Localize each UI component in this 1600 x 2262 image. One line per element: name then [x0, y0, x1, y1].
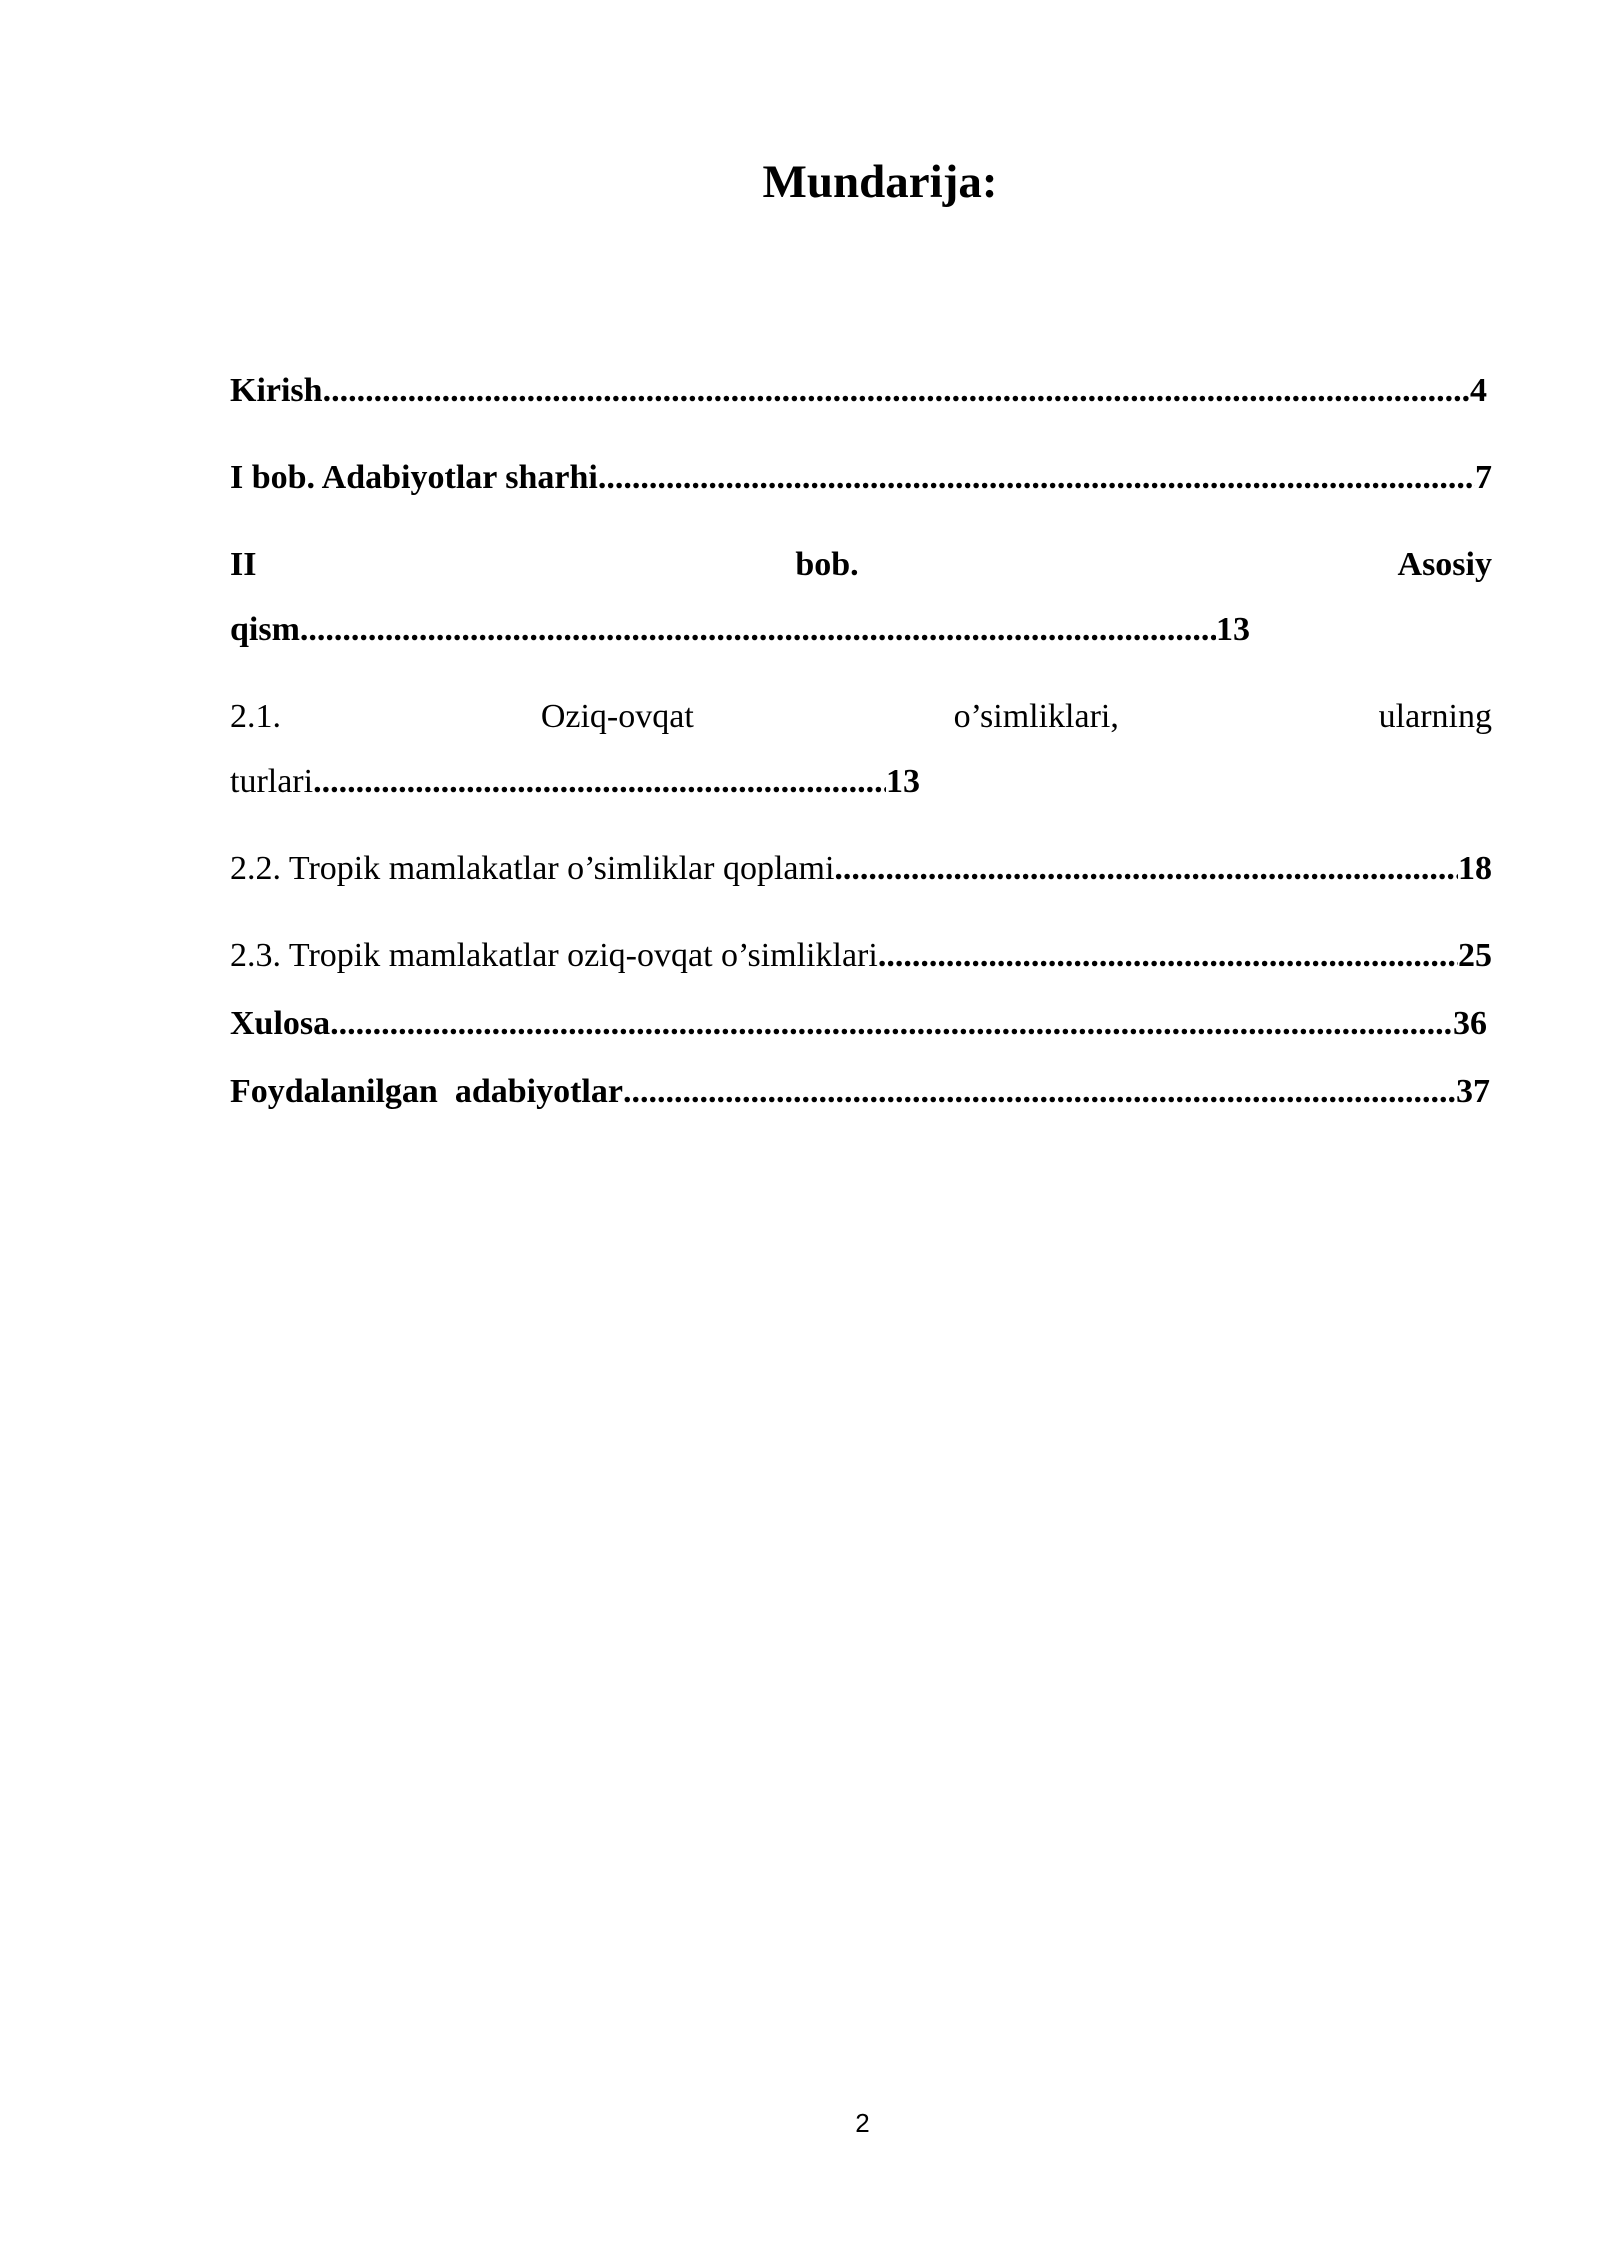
toc-page: 37 [1456, 1073, 1490, 1110]
toc-label: Xulosa [230, 1005, 331, 1042]
toc-label: Foydalanilgan adabiyotlar [230, 1073, 623, 1110]
toc-page: 36 [1453, 1005, 1487, 1042]
toc-label: 2.3. Tropik mamlakatlar oziq-ovqat o’simliklari [230, 937, 878, 974]
dot-leader [313, 760, 886, 804]
toc-word: o’simliklari, [953, 698, 1119, 735]
page-title: Mundarija: [762, 156, 998, 208]
dot-leader [300, 608, 1216, 652]
toc-label: Kirish [230, 372, 323, 409]
toc-word: ularning [1378, 698, 1492, 735]
toc-entry-2-1[interactable] [230, 695, 1492, 739]
toc-label: 2.2. Tropik mamlakatlar o’simliklar qoplami [230, 850, 835, 887]
toc-entry-2-2[interactable] [230, 847, 1492, 891]
dot-leader [623, 1070, 1456, 1114]
dot-leader [598, 456, 1475, 500]
toc-page: 25 [1458, 937, 1492, 974]
toc-page: 7 [1475, 459, 1492, 496]
toc-entry-xulosa[interactable] [230, 1002, 1487, 1046]
toc-page: 13 [1216, 611, 1250, 648]
toc-word: bob. [795, 546, 859, 583]
toc-entry-2-1-continuation[interactable] [230, 760, 920, 804]
toc-entry-bob-1[interactable] [230, 456, 1492, 500]
toc-word: Asosiy [1397, 546, 1492, 583]
toc-page: 18 [1458, 850, 1492, 887]
dot-leader [878, 934, 1458, 978]
toc-entry-2-3[interactable] [230, 934, 1492, 978]
toc-entry-bob-2-continuation[interactable] [230, 608, 1250, 652]
toc-label: I bob. Adabiyotlar sharhi [230, 459, 598, 496]
toc-label: turlari [230, 763, 314, 800]
toc-entry-bob-2[interactable] [230, 543, 1492, 587]
toc-label: qism [230, 611, 300, 648]
toc-entry-kirish[interactable] [230, 369, 1487, 413]
toc-word: Oziq-ovqat [540, 698, 694, 735]
dot-leader [834, 847, 1458, 891]
toc-entry-adabiyotlar[interactable] [230, 1070, 1490, 1114]
toc-page: 13 [886, 763, 920, 800]
toc-page: 4 [1470, 372, 1487, 409]
dot-leader [330, 1002, 1453, 1046]
dot-leader [323, 369, 1470, 413]
toc-word: II [230, 546, 257, 583]
toc-word: 2.1. [230, 698, 281, 735]
page-number: 2 [855, 2108, 870, 2138]
